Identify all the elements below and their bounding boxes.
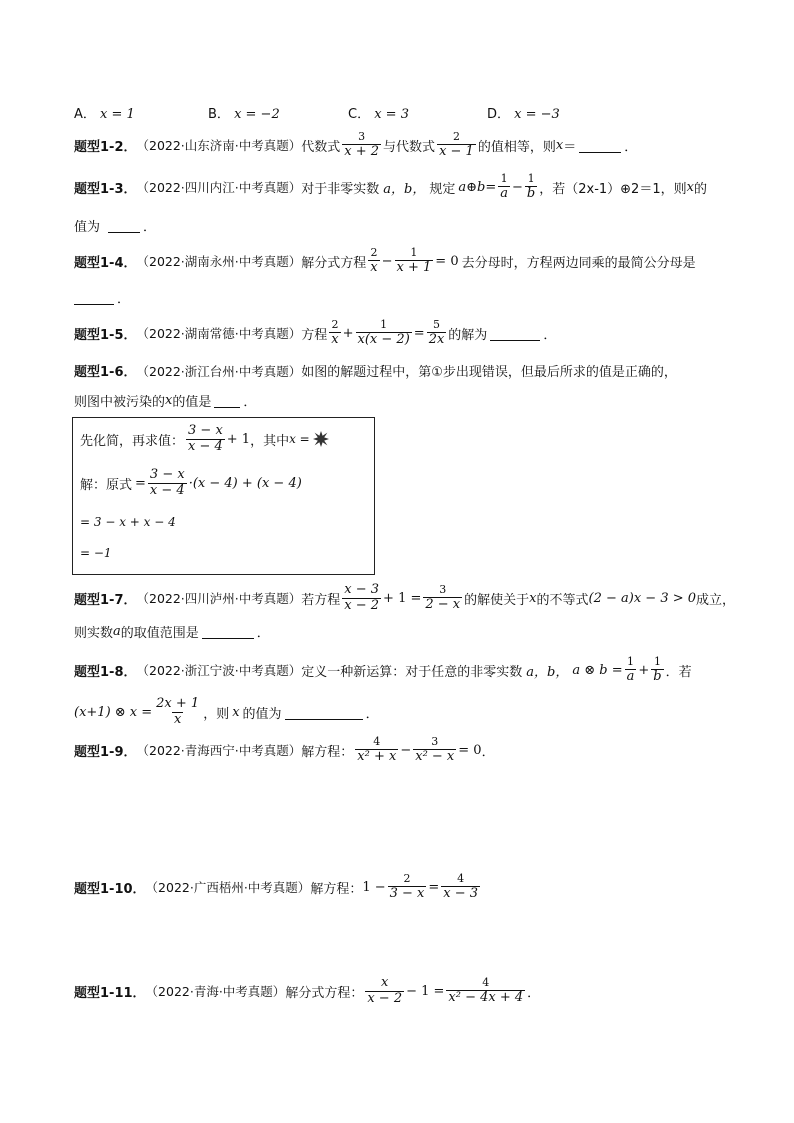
fraction: $\frac{3 - x}{x - 4}$ (188, 423, 223, 454)
figure-row-4: = −1 (80, 546, 112, 560)
problem-label: 题型1-10． (74, 881, 146, 897)
answer-blank[interactable] (108, 218, 140, 233)
fraction: $\frac{4}{\text{x² − 4x + 4}}$ (448, 976, 524, 1005)
figure-row-3: = 3 − x + x − 4 (80, 515, 176, 529)
problem-source: （2022·广西梧州·中考真题） (145, 880, 311, 896)
option-b: B． x = −2 (208, 107, 280, 122)
answer-blank[interactable] (579, 138, 621, 153)
problem-1-8: 题型1-8． （2022·浙江宁波·中考真题） 定义一种新运算：对于任意的非零实数 a，b， a ⊗ b = $\frac{1}{a}$ + $\frac{1}{b}$ ．若 (74, 655, 692, 684)
problem-source: （2022·青海·中考真题） (145, 984, 286, 1000)
fraction: $\frac{2}{x}$ (370, 246, 378, 275)
fraction: $\frac{1}{x + 1}$ (396, 246, 432, 275)
problem-1-11: 题型1-11． （2022·青海·中考真题） 解分式方程： $\frac{x}{x - 2}$ − 1 = $\frac{4}{\text{x² − 4x + 4}}$ ． (74, 975, 541, 1006)
problem-1-9: 题型1-9． （2022·青海西宁·中考真题） 解方程： $\frac{4}{\text{x² + x}}$ − $\frac{3}{\text{x² − x}}$ = 0 ． (74, 735, 495, 764)
option-c: C． x = 3 (348, 107, 409, 122)
problem-1-7: 题型1-7． （2022·四川泸州·中考真题） 若方程 $\frac{x - 3}{x - 2}$ + 1 = $\frac{3}{2 - x}$ 的解使关于 x 的不等式 (2 − a)x − 3 > 0 成立， (74, 582, 736, 613)
problem-source: （2022·浙江宁波·中考真题） (136, 663, 302, 679)
problem-source: （2022·湖南常德·中考真题） (136, 326, 302, 342)
problem-source: （2022·四川内江·中考真题） (136, 180, 302, 196)
problem-1-4-line2: ． (74, 288, 130, 307)
problem-label: 题型1-3． (74, 181, 137, 197)
fraction: $\frac{2}{x - 1}$ (439, 130, 474, 159)
problem-1-7-line2: 则实数 a 的取值范围是 ． (74, 624, 270, 641)
problem-source: （2022·湖南永州·中考真题） (136, 254, 302, 270)
problem-label: 题型1-4． (74, 255, 137, 271)
fraction: $\frac{x}{x - 2}$ (367, 975, 403, 1006)
fraction: $\frac{1}{a}$ (626, 655, 635, 684)
problem-label: 题型1-7． (74, 592, 137, 608)
fraction: $\frac{3}{2 - x}$ (425, 583, 461, 612)
problem-label: 题型1-11． (74, 985, 146, 1001)
fraction: $\frac{2x + 1}{x}$ (156, 696, 200, 727)
answer-blank[interactable] (214, 393, 240, 408)
problem-source: （2022·四川泸州·中考真题） (136, 591, 302, 607)
fraction: $\frac{2}{3 - x}$ (389, 872, 425, 901)
problem-label: 题型1-9． (74, 744, 137, 760)
ink-splat-icon (313, 431, 329, 447)
problem-label: 题型1-6． (74, 365, 137, 380)
fraction: $\frac{2}{x}$ (331, 318, 339, 347)
problem-source: （2022·浙江台州·中考真题） (136, 363, 302, 379)
fraction: $\frac{4}{x - 3}$ (443, 872, 479, 901)
problem-1-6-line2: 则图中被污染的 x 的值是 ． (74, 393, 257, 410)
fraction: $\frac{3}{\text{x² − x}}$ (415, 735, 455, 764)
problem-source: （2022·青海西宁·中考真题） (136, 743, 302, 759)
problem-1-2: 题型1-2． （2022·山东济南·中考真题） 代数式 $\frac{3}{x + 2}$ 与代数式 $\frac{2}{x - 1}$ 的值相等，则 x ＝ ． (74, 130, 638, 159)
fraction: $\frac{x - 3}{x - 2}$ (344, 582, 380, 613)
answer-blank[interactable] (74, 290, 114, 305)
fraction: $\frac{1}{a}$ (500, 172, 508, 201)
problem-1-3-line2: 值为 ． (74, 220, 157, 235)
answer-blank[interactable] (202, 624, 254, 639)
answer-blank[interactable] (285, 705, 363, 720)
problem-1-5: 题型1-5． （2022·湖南常德·中考真题） 方程 $\frac{2}{x}$ + $\frac{1}{x(x - 2)}$ = $\frac{5}{2x}$ 的解为 ． (74, 318, 557, 347)
fraction: $\frac{1}{b}$ (653, 655, 662, 684)
fraction: $\frac{5}{2x}$ (428, 318, 445, 347)
figure-row-2: 解：原式 = $\frac{3 - x}{x - 4}$ ·(x − 4) + (x − 4) (80, 467, 302, 498)
figure-row-1: 先化简，再求值： $\frac{3 - x}{x - 4}$ + 1 ，其中 x = (80, 424, 329, 455)
problem-label: 题型1-2． (74, 139, 137, 155)
fraction: $\frac{4}{\text{x² + x}}$ (357, 735, 397, 764)
problem-1-3: 题型1-3． （2022·四川内江·中考真题） 对于非零实数 a，b， 规定 a⊕b= $\frac{1}{a}$ − $\frac{1}{b}$ ，若（2x-1）⊕2＝1，则 x 的 (74, 172, 707, 201)
problem-1-8-line2: (x+1) ⊗ x = $\frac{2x + 1}{x}$ ，则 x 的值为 ． (74, 696, 379, 727)
fraction: $\frac{3}{x + 2}$ (344, 130, 380, 159)
problem-label: 题型1-8． (74, 664, 137, 680)
solution-figure (72, 417, 375, 575)
option-a: A． x = 1 (74, 107, 135, 122)
problem-1-10: 题型1-10． （2022·广西梧州·中考真题） 解方程： 1 − $\frac{2}{3 - x}$ = $\frac{4}{x - 3}$ (74, 872, 479, 901)
fraction: $\frac{1}{b}$ (526, 172, 536, 201)
problem-1-6: 题型1-6． （2022·浙江台州·中考真题） 如图的解题过程中，第①步出现错误，但最后所求的值是正确的， (74, 361, 677, 380)
problem-1-4: 题型1-4． （2022·湖南永州·中考真题） 解分式方程 $\frac{2}{x}$ − $\frac{1}{x + 1}$ = 0 去分母时，方程两边同乘的最简公分母是 (74, 246, 696, 275)
fraction: $\frac{1}{x(x - 2)}$ (357, 318, 410, 347)
problem-label: 题型1-5． (74, 327, 137, 343)
fraction: $\frac{3 - x}{x - 4}$ (149, 467, 185, 498)
answer-blank[interactable] (490, 326, 540, 341)
problem-source: （2022·山东济南·中考真题） (136, 138, 302, 154)
option-d: D． x = −3 (487, 107, 560, 122)
